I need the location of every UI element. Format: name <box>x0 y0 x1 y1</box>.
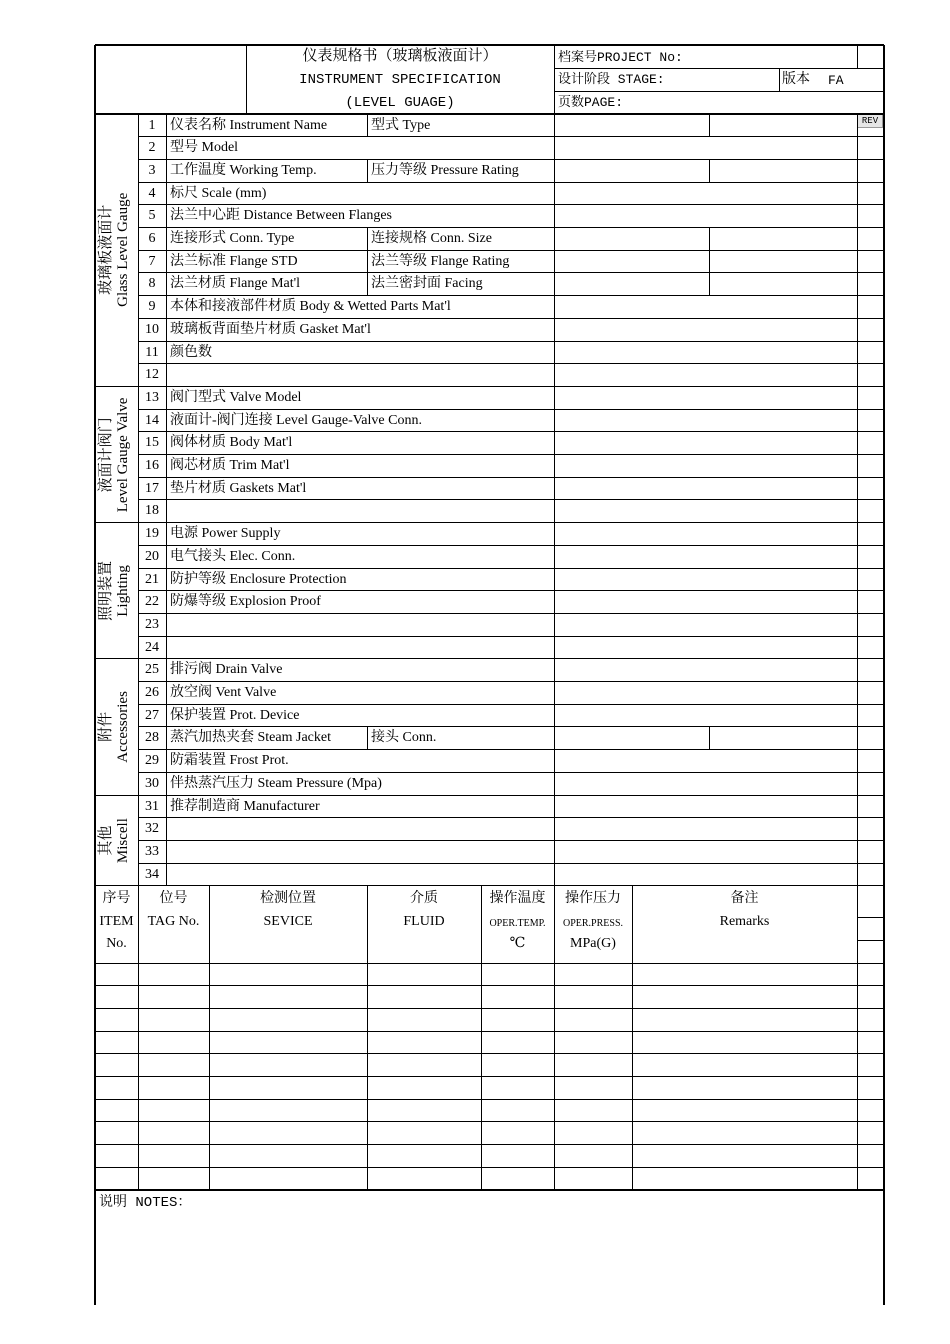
row-number: 24 <box>145 639 159 655</box>
row-number: 18 <box>145 503 159 519</box>
row-number: 2 <box>148 140 156 156</box>
row-number: 30 <box>145 775 159 791</box>
service-table-header: FLUID <box>403 913 445 929</box>
stage-label: 设计阶段 STAGE: <box>558 72 665 87</box>
row-label: 本体和接液部件材质 Body & Wetted Parts Mat'l <box>170 299 451 315</box>
v-line <box>709 228 710 251</box>
row-number: 9 <box>148 299 156 315</box>
v-line <box>709 250 710 273</box>
h-line <box>554 91 884 92</box>
row-number: 14 <box>145 412 159 428</box>
row-label: 玻璃板背面垫片材质 Gasket Mat'l <box>170 321 371 337</box>
v-line <box>709 114 710 137</box>
h-line <box>857 917 884 918</box>
row-label: 垫片材质 Gaskets Mat'l <box>170 480 307 496</box>
row-number: 1 <box>148 117 156 133</box>
row-label-secondary: 连接规格 Conn. Size <box>371 231 492 246</box>
v-line <box>367 114 368 137</box>
h-line <box>95 1031 884 1032</box>
v-line <box>709 273 710 296</box>
row-label-secondary: 型式 Type <box>371 117 431 133</box>
h-line <box>95 1121 884 1122</box>
v-line <box>367 159 368 182</box>
section-label-cn: 照明装置 <box>98 560 114 621</box>
service-table-header: No. <box>106 935 127 951</box>
row-number: 15 <box>145 435 159 451</box>
h-line <box>138 840 884 841</box>
service-table-header: OPER.TEMP. <box>489 917 546 929</box>
title-sub: (LEVEL GUAGE) <box>345 95 455 111</box>
row-label: 型号 Model <box>170 140 239 156</box>
row-label: 电源 Power Supply <box>170 526 281 542</box>
row-label: 工作温度 Working Temp. <box>170 162 317 178</box>
v-line <box>883 45 885 1305</box>
row-label: 放空阀 Vent Valve <box>170 685 277 700</box>
h-line <box>95 1053 884 1054</box>
row-label: 法兰中心距 Distance Between Flanges <box>170 208 393 224</box>
row-label-secondary: 压力等级 Pressure Rating <box>371 162 519 178</box>
rev-badge: REV <box>857 114 883 128</box>
h-line <box>95 1167 884 1168</box>
row-number: 12 <box>145 367 159 383</box>
h-line <box>554 68 884 69</box>
row-number: 13 <box>145 389 159 405</box>
section-label-en: Accessories <box>115 691 131 763</box>
row-number: 29 <box>145 753 159 769</box>
service-table-header: ITEM <box>99 913 134 929</box>
h-line <box>138 363 884 364</box>
row-number: 11 <box>145 344 159 360</box>
section-label <box>98 523 132 659</box>
section-label <box>98 386 132 522</box>
row-number: 25 <box>145 662 159 678</box>
row-number: 17 <box>145 480 159 496</box>
row-label: 颜色数 <box>170 344 212 360</box>
h-line <box>95 1144 884 1145</box>
service-table-header: 位号 <box>159 890 188 906</box>
v-line <box>246 45 247 114</box>
project-no-label: 档案号PROJECT No: <box>558 50 683 65</box>
h-line <box>95 985 884 986</box>
row-number: 5 <box>148 208 156 224</box>
row-number: 6 <box>148 231 156 246</box>
v-line <box>367 727 368 750</box>
row-label: 连接形式 Conn. Type <box>170 231 295 246</box>
h-line <box>95 44 884 46</box>
v-line <box>779 68 780 91</box>
version-label: 版本 <box>782 72 810 87</box>
v-line <box>367 228 368 251</box>
row-label: 排污阀 Drain Valve <box>170 662 283 678</box>
v-line <box>857 45 858 68</box>
service-table-header: ℃ <box>509 935 526 951</box>
v-line <box>709 727 710 750</box>
row-label-secondary: 法兰等级 Flange Rating <box>371 253 510 269</box>
row-label: 防霜装置 Frost Prot. <box>170 753 289 769</box>
row-label-secondary: 接头 Conn. <box>371 730 437 746</box>
v-line <box>554 45 555 114</box>
row-number: 19 <box>145 526 159 542</box>
row-label: 防护等级 Enclosure Protection <box>170 571 347 587</box>
section-label <box>98 114 132 386</box>
row-number: 8 <box>148 276 156 292</box>
row-number: 34 <box>145 866 159 882</box>
row-label: 电气接头 Elec. Conn. <box>170 548 296 564</box>
row-number: 23 <box>145 616 159 632</box>
row-label: 阀芯材质 Trim Mat'l <box>170 458 290 473</box>
row-number: 4 <box>148 185 156 201</box>
version-value: FA <box>828 73 844 88</box>
row-number: 20 <box>145 548 159 564</box>
service-table-header: MPa(G) <box>570 935 616 951</box>
row-label: 保护装置 Prot. Device <box>170 707 300 723</box>
h-line <box>138 636 884 637</box>
service-table-header: 序号 <box>102 890 131 906</box>
row-label: 法兰材质 Flange Mat'l <box>170 276 301 292</box>
section-label-en: Miscell <box>115 817 131 863</box>
section-label <box>98 795 132 886</box>
service-table-header: 操作压力 <box>565 890 621 906</box>
h-line <box>95 963 884 964</box>
v-line <box>367 273 368 296</box>
service-table-header: TAG No. <box>147 913 200 929</box>
service-table-header: SEVICE <box>263 913 313 929</box>
section-label-cn: 液面计阀门 <box>98 417 114 493</box>
row-label: 阀体材质 Body Mat'l <box>170 435 293 451</box>
section-label <box>98 659 132 795</box>
title-cn: 仪表规格书（玻璃板液面计） <box>302 48 498 64</box>
title-en: INSTRUMENT SPECIFICATION <box>299 72 501 88</box>
section-label-cn: 附件 <box>98 711 114 742</box>
row-label-secondary: 法兰密封面 Facing <box>371 276 483 292</box>
h-line <box>95 885 884 886</box>
h-line <box>95 1008 884 1009</box>
section-label-en: Level Gauge Valve <box>115 397 131 512</box>
notes-label: 说明 NOTES： <box>99 1195 192 1211</box>
service-table-header: OPER.PRESS. <box>562 917 624 929</box>
service-table-header: 操作温度 <box>489 890 546 906</box>
service-table-header: 备注 <box>730 890 759 906</box>
h-line <box>138 863 884 864</box>
row-number: 32 <box>145 821 159 837</box>
row-label: 推荐制造商 Manufacturer <box>170 798 320 814</box>
section-label-en: Glass Level Gauge <box>115 193 131 308</box>
row-label: 阀门型式 Valve Model <box>170 389 302 405</box>
row-label: 仪表名称 Instrument Name <box>170 117 328 133</box>
row-number: 16 <box>145 458 159 473</box>
row-number: 27 <box>145 707 159 723</box>
row-number: 26 <box>145 685 159 700</box>
row-label: 标尺 Scale (mm) <box>170 185 267 201</box>
row-number: 3 <box>148 162 156 178</box>
section-label-cn: 玻璃板液面计 <box>98 205 114 296</box>
row-number: 7 <box>148 253 156 269</box>
row-number: 22 <box>145 594 159 610</box>
service-table-header: Remarks <box>719 913 770 929</box>
service-table-header: 检测位置 <box>260 890 316 906</box>
row-label: 伴热蒸汽压力 Steam Pressure (Mpa) <box>170 775 382 791</box>
h-line <box>95 1189 884 1191</box>
v-line <box>709 159 710 182</box>
section-label-en: Lighting <box>115 564 131 617</box>
h-line <box>95 1099 884 1100</box>
row-label: 蒸汽加热夹套 Steam Jacket <box>170 730 331 746</box>
row-number: 33 <box>145 843 159 859</box>
v-line <box>94 45 96 1305</box>
h-line <box>95 1076 884 1077</box>
h-line <box>857 940 884 941</box>
row-number: 10 <box>145 321 159 337</box>
row-label: 法兰标准 Flange STD <box>170 253 298 269</box>
row-number: 21 <box>145 571 159 587</box>
row-number: 31 <box>145 798 159 814</box>
row-number: 28 <box>145 730 159 746</box>
row-label: 防爆等级 Explosion Proof <box>170 594 321 610</box>
page-label: 页数PAGE: <box>558 95 624 110</box>
section-label-cn: 其他 <box>98 825 114 856</box>
row-label: 液面计-阀门连接 Level Gauge-Valve Conn. <box>170 412 422 428</box>
v-line <box>367 250 368 273</box>
service-table-header: 介质 <box>410 890 438 906</box>
